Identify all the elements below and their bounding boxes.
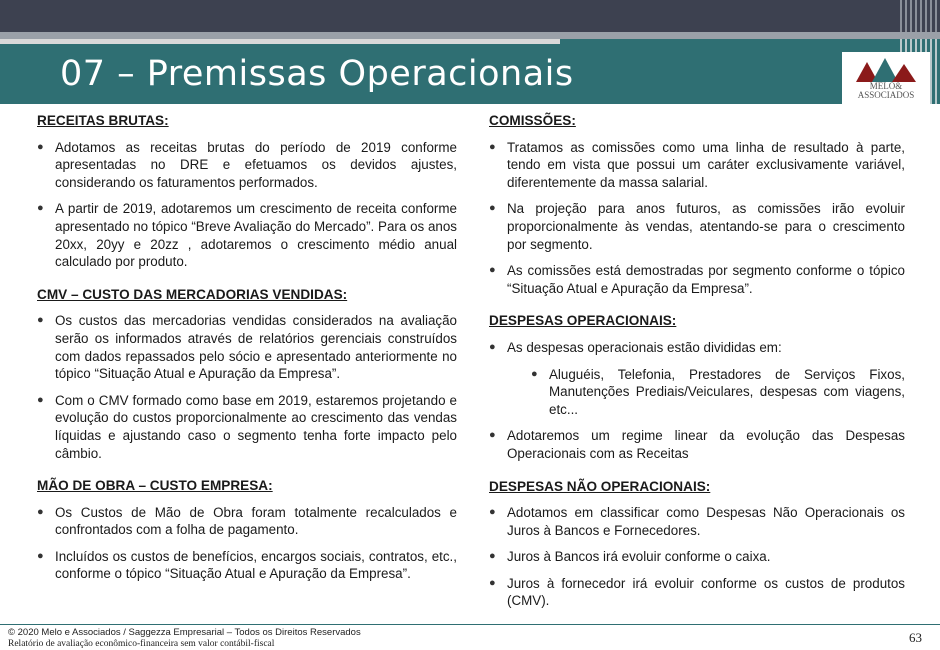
bullet-item: ● Tratamos as comissões como uma linha de resultado à parte, tendo em vista que possui um caráter exclusivamente variável, diferentemente da massa salarial. — [489, 139, 905, 192]
section-despesas-nao-operacionais — [489, 478, 905, 611]
logo-line-1: MELO& — [869, 81, 903, 91]
bullet-list — [489, 139, 905, 298]
footer-copyright: © 2020 Melo e Associados / Saggezza Empresarial – Todos os Direitos Reservados — [8, 627, 361, 638]
bullet-item: ● Adotamos em classificar como Despesas Não Operacionais os Juros à Bancos e Fornecedores. — [489, 504, 905, 539]
section-heading: DESPESAS NÃO OPERACIONAIS: — [489, 478, 711, 494]
page-number: 63 — [909, 630, 922, 645]
section-cmv — [37, 286, 457, 462]
section-comissoes — [489, 112, 905, 297]
header-stripes — [900, 0, 940, 32]
left-column — [37, 112, 457, 598]
section-heading: RECEITAS BRUTAS: — [37, 113, 169, 128]
header-light-strip — [0, 39, 560, 44]
mountains-logo-icon — [852, 56, 920, 82]
bullet-item: ● Com o CMV formado como base em 2019, estaremos projetando e evolução do custos proporcionalmente ao crescimento das vendas líquidas e ajustando caso o segmento tenha forte impacto pelo câmbio. — [37, 392, 457, 462]
bullet-list — [37, 312, 457, 462]
header-gray-band — [0, 32, 940, 39]
company-logo — [842, 52, 930, 104]
bullet-item: ● As comissões está demostradas por segmento conforme o tópico “Situação Atual e Apuração da Empresa”. — [489, 262, 905, 297]
section-receitas-brutas — [37, 112, 457, 271]
logo-text — [844, 82, 928, 100]
section-heading: CMV – CUSTO DAS MERCADORIAS VENDIDAS: — [37, 286, 348, 302]
footer-divider — [0, 624, 940, 625]
bullet-item: ● Juros à Bancos irá evoluir conforme o caixa. — [489, 548, 905, 566]
bullet-item: ● A partir de 2019, adotaremos um crescimento de receita conforme apresentado no tópico “Breve Avaliação do Mercado”. Para os anos 20xx, 20yy e 20zz , adotaremos o crescimento médio anual calculado por produto. — [37, 200, 457, 270]
bullet-list — [489, 504, 905, 610]
sub-bullet-list — [531, 366, 905, 419]
bullet-item: ● Juros à fornecedor irá evoluir conforme os custos de produtos (CMV). — [489, 575, 905, 610]
footer-disclaimer: Relatório de avaliação econômico-financeira sem valor contábil-fiscal — [8, 639, 275, 649]
bullet-list — [37, 504, 457, 583]
bullet-item: ● Incluídos os custos de benefícios, encargos sociais, contratos, etc., conforme o tópico “Situação Atual e Apuração da Empresa”. — [37, 548, 457, 583]
section-heading: MÃO DE OBRA – CUSTO EMPRESA: — [37, 478, 273, 494]
right-column — [489, 112, 905, 625]
section-heading: COMISSÕES: — [489, 113, 576, 128]
bullet-item: ● Na projeção para anos futuros, as comissões irão evoluir proporcionalmente às vendas, atentando-se para o crescimento por segmento. — [489, 200, 905, 253]
bullet-item: ● As despesas operacionais estão divididas em: — [489, 339, 905, 357]
sub-bullet-item: ● Aluguéis, Telefonia, Prestadores de Serviços Fixos, Manutenções Prediais/Veiculares, despesas com viagens, etc... — [531, 366, 905, 419]
bullet-item: ● Os custos das mercadorias vendidas considerados na avaliação serão os informados através de relatórios gerenciais construídos com dados repassados pelo sócio e apresentado anteriormente no tópico “Situação Atual e Apuração da Empresa”. — [37, 312, 457, 382]
section-heading: DESPESAS OPERACIONAIS: — [489, 313, 677, 329]
bullet-item: ● Os Custos de Mão de Obra foram totalmente recalculados e confrontados com a folha de pagamento. — [37, 504, 457, 539]
bullet-item: ● Adotaremos um regime linear da evolução das Despesas Operacionais com as Receitas — [489, 427, 905, 462]
sub-list-wrap — [489, 366, 905, 419]
bullet-list — [37, 139, 457, 271]
bullet-item: ● Adotamos as receitas brutas do período de 2019 conforme apresentadas no DRE e efetuamos os devidos ajustes, considerando os faturamentos performados. — [37, 139, 457, 192]
section-despesas-operacionais — [489, 312, 905, 462]
section-mao-de-obra — [37, 477, 457, 583]
header-dark-band — [0, 0, 940, 32]
logo-line-2: ASSOCIADOS — [857, 90, 915, 100]
page-title: 07 – Premissas Operacionais — [60, 54, 574, 94]
bullet-list — [489, 339, 905, 357]
bullet-list — [489, 427, 905, 462]
